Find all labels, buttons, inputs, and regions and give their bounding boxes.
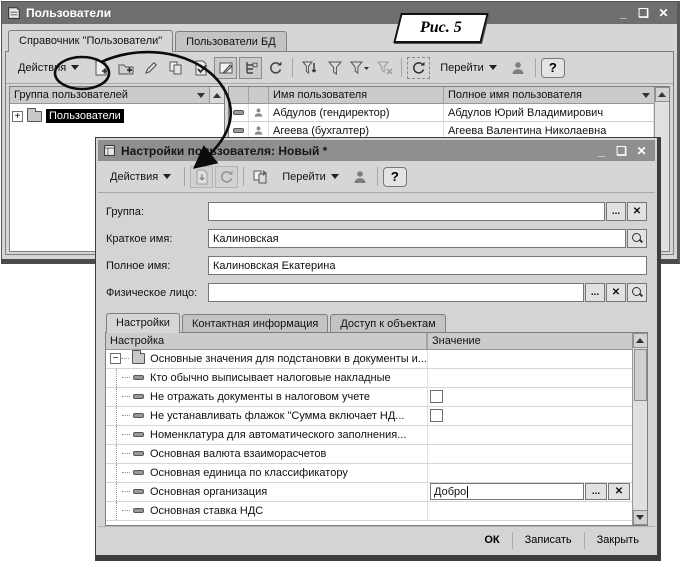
dialog-titlebar bbox=[98, 140, 655, 161]
arrow-up-icon bbox=[636, 338, 644, 343]
write-button[interactable]: Записать bbox=[513, 531, 584, 549]
history-icon[interactable] bbox=[264, 57, 287, 79]
grid-row[interactable] bbox=[106, 426, 647, 445]
setting-label: Основная ставка НДС bbox=[150, 504, 264, 517]
write-settings-icon[interactable] bbox=[190, 166, 213, 188]
scroll-up-button[interactable] bbox=[655, 87, 670, 102]
dialog-goto-label: Перейти bbox=[282, 170, 326, 183]
tree-line bbox=[116, 483, 117, 501]
toolbar-separator bbox=[401, 58, 402, 77]
dialog-toolbar bbox=[98, 161, 655, 193]
toolbar-separator bbox=[184, 167, 185, 186]
field-person-label: Физическое лицо: bbox=[106, 286, 198, 299]
expand-icon[interactable]: + bbox=[12, 111, 23, 122]
arrow-up-icon bbox=[658, 92, 666, 97]
grid-row[interactable] bbox=[106, 407, 647, 426]
setting-icon bbox=[133, 413, 144, 418]
chevron-down-icon bbox=[71, 65, 79, 70]
marker-column-header bbox=[229, 87, 249, 103]
icon-column-header bbox=[249, 87, 269, 103]
checkbox[interactable] bbox=[430, 390, 443, 403]
tree-header-label[interactable]: Группа пользователей bbox=[14, 89, 128, 101]
user-full-name: Агеева Валентина Николаевна bbox=[444, 122, 654, 139]
sort-indicator-icon bbox=[197, 93, 205, 98]
arrow-down-icon bbox=[636, 515, 644, 520]
tab-contact-info[interactable]: Контактная информация bbox=[182, 314, 328, 332]
field-short-name-label: Краткое имя: bbox=[106, 232, 173, 245]
help-button[interactable]: ? bbox=[541, 58, 565, 78]
users-window-titlebar bbox=[2, 2, 677, 24]
tree-line bbox=[122, 396, 130, 397]
tab-users-directory[interactable]: Справочник "Пользователи" bbox=[8, 30, 173, 52]
sort-filter-icon[interactable] bbox=[298, 57, 321, 79]
toolbar-separator bbox=[243, 167, 244, 186]
maximize-icon[interactable]: ❑ bbox=[616, 143, 627, 158]
field-full-name-label: Полное имя: bbox=[106, 259, 171, 272]
field-group-label: Группа: bbox=[106, 205, 144, 218]
column-value[interactable]: Значение bbox=[427, 333, 632, 349]
group-select-button[interactable]: ... bbox=[606, 202, 626, 221]
ok-button[interactable]: ОК bbox=[472, 531, 511, 549]
goto-menu-label: Перейти bbox=[440, 61, 484, 74]
field-full-name bbox=[106, 256, 647, 275]
setting-value[interactable] bbox=[427, 407, 632, 425]
setting-label: Основная организация bbox=[150, 485, 268, 498]
actions-menu-button[interactable] bbox=[10, 58, 87, 78]
toolbar-separator bbox=[292, 58, 293, 77]
dialog-goto-menu-button[interactable] bbox=[274, 167, 347, 187]
text-cursor bbox=[467, 486, 468, 498]
hierarchy-view-icon[interactable] bbox=[239, 57, 262, 79]
checkbox[interactable] bbox=[430, 409, 443, 422]
folder-icon bbox=[27, 111, 42, 122]
add-item-icon[interactable] bbox=[89, 57, 112, 79]
short-name-open-button[interactable] bbox=[627, 229, 647, 248]
dialog-window-controls bbox=[593, 143, 650, 158]
window-controls bbox=[615, 6, 672, 21]
grid-row[interactable] bbox=[106, 369, 647, 388]
organization-clear-button[interactable]: ✕ bbox=[608, 483, 630, 500]
tree-line bbox=[116, 369, 117, 387]
window-icon bbox=[7, 6, 21, 20]
users-window-title: Пользователи bbox=[26, 6, 112, 20]
close-icon[interactable]: ✕ bbox=[636, 143, 647, 158]
setting-label: Основные значения для подстановки в документы и... bbox=[150, 352, 427, 365]
setting-value[interactable] bbox=[427, 445, 632, 463]
user-name: Абдулов (гендиректор) bbox=[269, 104, 444, 121]
edit-icon[interactable] bbox=[139, 57, 162, 79]
figure-label-text: Рис. 5 bbox=[420, 19, 462, 36]
tree-line bbox=[116, 502, 117, 520]
setting-icon bbox=[133, 451, 144, 456]
user-full-name: Абдулов Юрий Владимирович bbox=[444, 104, 654, 121]
scroll-down-button[interactable] bbox=[633, 510, 648, 525]
tab-settings[interactable]: Настройки bbox=[106, 313, 180, 333]
row-marker-icon bbox=[229, 104, 249, 121]
setting-icon bbox=[133, 375, 144, 380]
tab-object-access[interactable]: Доступ к объектам bbox=[330, 314, 445, 332]
user-settings-dialog bbox=[95, 137, 661, 561]
field-short-name bbox=[106, 229, 647, 248]
toolbar-separator bbox=[377, 167, 378, 186]
tree-item-users[interactable] bbox=[12, 107, 222, 125]
tree-line bbox=[122, 377, 130, 378]
grid-scrollbar[interactable] bbox=[632, 333, 647, 526]
tree-line bbox=[116, 388, 117, 406]
setting-label: Номенклатура для автоматического заполнения... bbox=[150, 428, 407, 441]
scrollbar-thumb[interactable] bbox=[634, 349, 647, 401]
setting-icon bbox=[133, 508, 144, 513]
person-select-button[interactable]: ... bbox=[585, 283, 605, 302]
dialog-actions-label: Действия bbox=[110, 170, 159, 183]
maximize-icon[interactable]: ❑ bbox=[638, 6, 649, 20]
dialog-fields bbox=[98, 193, 655, 308]
tree-line bbox=[116, 445, 117, 463]
chevron-down-icon bbox=[163, 174, 171, 179]
chevron-down-icon bbox=[489, 65, 497, 70]
dialog-tabstrip bbox=[98, 308, 655, 332]
column-setting[interactable]: Настройка bbox=[106, 333, 427, 349]
filter-by-value-icon[interactable] bbox=[348, 57, 371, 79]
setting-value[interactable] bbox=[427, 388, 632, 406]
setting-value[interactable] bbox=[427, 426, 632, 444]
arrow-up-icon bbox=[213, 93, 221, 98]
column-fullname[interactable]: Полное имя пользователя bbox=[448, 89, 582, 101]
full-name-input[interactable]: Калиновская Екатерина bbox=[208, 256, 647, 275]
dialog-title: Настройки пользователя: Новый * bbox=[121, 143, 328, 158]
group-input[interactable] bbox=[208, 202, 605, 221]
filter-icon[interactable] bbox=[323, 57, 346, 79]
grid-row[interactable] bbox=[106, 502, 647, 521]
tree-line bbox=[122, 491, 130, 492]
dialog-help-button[interactable]: ? bbox=[383, 167, 407, 187]
setting-label: Не отражать документы в налоговом учете bbox=[150, 390, 371, 403]
tree-line bbox=[116, 464, 117, 482]
grid-row-editing[interactable] bbox=[106, 483, 647, 502]
goto-menu-button[interactable] bbox=[432, 58, 505, 78]
tree-line bbox=[122, 453, 130, 454]
setting-label: Основная единица по классификатору bbox=[150, 466, 348, 479]
refresh-icon[interactable] bbox=[407, 57, 430, 79]
user-icon bbox=[249, 104, 269, 121]
clear-filter-icon[interactable] bbox=[373, 57, 396, 79]
tree-line bbox=[122, 472, 130, 473]
grid-row-group[interactable] bbox=[106, 350, 647, 369]
setting-label: Основная валюта взаиморасчетов bbox=[150, 447, 327, 460]
toolbar-separator bbox=[535, 58, 536, 77]
field-group bbox=[106, 202, 647, 221]
expand-icon[interactable]: − bbox=[110, 353, 121, 364]
close-icon[interactable]: ✕ bbox=[658, 6, 669, 20]
tab-db-users[interactable]: Пользователи БД bbox=[175, 31, 287, 51]
scroll-up-button[interactable] bbox=[633, 333, 648, 348]
chevron-down-icon bbox=[331, 174, 339, 179]
dialog-icon bbox=[103, 144, 116, 157]
magnifier-icon bbox=[632, 233, 643, 244]
sort-indicator-icon bbox=[642, 93, 650, 98]
grid-row[interactable] bbox=[106, 388, 647, 407]
close-button[interactable]: Закрыть bbox=[585, 531, 651, 549]
tree-line bbox=[122, 415, 130, 416]
setting-label: Кто обычно выписывает налоговые накладные bbox=[150, 371, 391, 384]
delete-mark-icon[interactable] bbox=[189, 57, 212, 79]
grid-header bbox=[106, 333, 647, 350]
minimize-icon[interactable]: _ bbox=[620, 6, 627, 20]
person-open-button[interactable] bbox=[627, 283, 647, 302]
user-settings-icon[interactable] bbox=[349, 166, 372, 188]
organization-value-text: Добро bbox=[434, 485, 467, 498]
dialog-actions-menu-button[interactable] bbox=[102, 167, 179, 187]
group-clear-button[interactable]: ✕ bbox=[627, 202, 647, 221]
dialog-footer bbox=[98, 526, 655, 553]
setting-icon bbox=[133, 489, 144, 494]
figure-label bbox=[393, 13, 488, 43]
setting-value bbox=[427, 483, 632, 501]
setting-icon bbox=[133, 470, 144, 475]
settings-grid bbox=[105, 332, 648, 527]
setting-value[interactable] bbox=[427, 369, 632, 387]
tree-line bbox=[116, 426, 117, 444]
add-group-icon[interactable] bbox=[114, 57, 137, 79]
table-header bbox=[229, 87, 669, 104]
column-name[interactable]: Имя пользователя bbox=[269, 87, 444, 103]
main-toolbar bbox=[6, 52, 673, 84]
organization-select-button[interactable]: ... bbox=[585, 483, 607, 500]
table-row[interactable] bbox=[229, 104, 654, 122]
copy-settings-icon[interactable] bbox=[249, 166, 272, 188]
edit-in-dialog-icon[interactable] bbox=[214, 57, 237, 79]
setting-label: Не устанавливать флажок "Сумма включает НД... bbox=[150, 409, 405, 422]
setting-icon bbox=[133, 432, 144, 437]
settings-history-icon[interactable] bbox=[215, 166, 238, 188]
organization-value-input[interactable] bbox=[430, 483, 584, 500]
tree-item-label: Пользователи bbox=[46, 109, 124, 123]
copy-icon[interactable] bbox=[164, 57, 187, 79]
short-name-input[interactable]: Калиновская bbox=[208, 229, 626, 248]
magnifier-icon bbox=[632, 287, 643, 298]
folder-icon bbox=[132, 353, 145, 364]
field-person bbox=[106, 283, 647, 302]
grid-row[interactable] bbox=[106, 445, 647, 464]
tree-scroll-up-button[interactable] bbox=[209, 87, 224, 103]
setting-value[interactable] bbox=[427, 502, 632, 520]
tree-header bbox=[10, 87, 224, 104]
setting-value[interactable] bbox=[427, 350, 632, 368]
setting-value[interactable] bbox=[427, 464, 632, 482]
tree-line bbox=[122, 434, 130, 435]
tree-line bbox=[121, 358, 129, 359]
grid-row[interactable] bbox=[106, 464, 647, 483]
user-name: Агеева (бухгалтер) bbox=[269, 122, 444, 139]
minimize-icon[interactable]: _ bbox=[598, 143, 605, 158]
user-settings-icon[interactable] bbox=[507, 57, 530, 79]
tree-line bbox=[116, 407, 117, 425]
main-tabstrip bbox=[2, 24, 677, 51]
setting-icon bbox=[133, 394, 144, 399]
person-input[interactable] bbox=[208, 283, 584, 302]
tree-line bbox=[122, 510, 130, 511]
actions-menu-label: Действия bbox=[18, 61, 67, 74]
person-clear-button[interactable]: ✕ bbox=[606, 283, 626, 302]
